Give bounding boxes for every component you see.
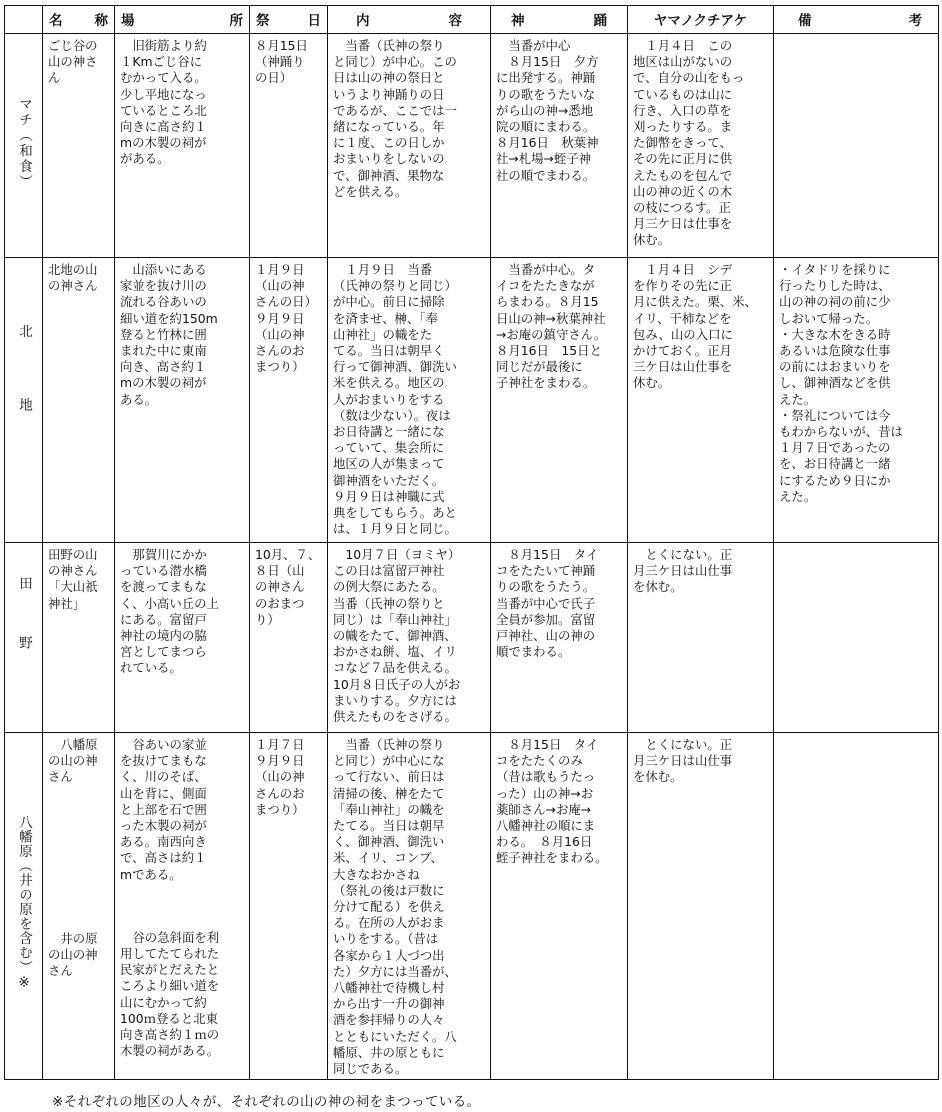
- name-hachimanbara: 八幡原 の山の神 さん: [48, 737, 98, 785]
- date-cell: １月７日 ９月９日 （山の神 さんのお まつり）: [250, 733, 328, 1080]
- district-cell: マチ（和食）: [5, 34, 43, 258]
- footnote: ※それぞれの地区の人々が、それぞれの山の神の祠をまつっている。: [52, 1094, 481, 1110]
- header-place: 場 所: [115, 6, 250, 34]
- date-cell: 10月、７、 ８日（山 の神さん のおまつ り）: [250, 543, 328, 733]
- content-cell: 10月７日（ヨミヤ） この日は富留戸神社 の例大祭にあたる。 当番（氏神の祭りと 同じ）は「奉山神社」 の幟をたて、御神酒、 おかさね餅、塩、イリ コなど７品を供える。 10月８日氏子の人がお まいりする。夕方には 供えたものをさげる。: [328, 543, 491, 733]
- header-notes: 備 考: [774, 6, 939, 34]
- place-cell: 旧街筋より約 １Kmごじ谷に むかって入る。 少し平地になっ ているところ北 向きに高さ約１ mの木製の祠が がある。: [115, 34, 250, 258]
- place-cell: [115, 733, 250, 1080]
- notes-cell: [774, 733, 939, 1080]
- name-cell: 北地の山 の神さん: [43, 258, 115, 543]
- yamanokuchi-cell: とくにない。正 月三ケ日は山仕事 を休む。: [628, 543, 774, 733]
- dance-cell: 当番が中心 ８月15日 夕方 に出発する。神踊 りの歌をうたいな がら山の神→悉地 院の順にまわる。 ８月16日 秋葉神 社→札場→蛭子神 社の順でまわる。: [491, 34, 628, 258]
- name-inohara: 井の原 の山の神 さん: [48, 930, 98, 979]
- content-cell: 当番（氏神の祭り と同じ）が中心にな って行ない、前日は 清掃の後、榊をたて 「奉山神社」の幟を たてる。当日は朝早 く、御神酒、御洗い 米、イリ、コンブ、 大きなおかさね （祭礼の後は戸数に 分けて配る）を供え る。在所の人がおま いりをする。（昔は 各家から１人づつ出 た）夕方には当番が、 八幡神社で待機し村 から出す一升の御神 酒を参拝帰りの人々 とともにいただく。八 幡原、井の原ともに 同じである。: [328, 733, 491, 1080]
- date-cell: １月９日 （山の神 さんの日） ９月９日 （山の神 さんのお まつり）: [250, 258, 328, 543]
- place-cell: 山添いにある 家並を抜け川の 流れる谷あいの 細い道を約150m 登ると竹林に囲 まれた中に東南 向き、高さ約１ mの木製の祠が ある。: [115, 258, 250, 543]
- yamanokuchi-cell: １月４日 この 地区は山がないの で、自分の山をもっ ているものは山に 行き、入口の草を 刈ったりする。ま た御幣をきって、 その先に正月に供 えたものを包んで 山の神の近くの木 の枝につるす。正 月三ケ日は仕事を 休む。: [628, 34, 774, 258]
- place-inohara: 谷の急斜面を利 用してたてられた 民家がとだえたと ころより細い道を 山にむかって約 100ｍ登ると北東 向き高さ約１ｍの 木製の祠がある。: [120, 929, 220, 1059]
- header-name: 名 称: [43, 6, 115, 34]
- table-row-hachimanbara: [5, 733, 939, 1080]
- yamanokuchi-cell: とくにない。正 月三ケ日は山仕事 を休む。: [628, 733, 774, 1080]
- dance-cell: ８月15日 タイ コをたたいて神踊 りの歌をうたう。 当番が中心で氏子 全員が参加。富留 戸神社、山の神の 順でまわる。: [491, 543, 628, 733]
- shrine-table: [4, 5, 939, 1080]
- header-district: [5, 6, 43, 34]
- dance-cell: 当番が中心。タ イコをたたきなが らまわる。８月15 日山の神→秋葉神社 →お庵の鎮守さん。 ８月16日 15日と 同じだが最後に 子神社をまわる。: [491, 258, 628, 543]
- notes-cell: [774, 34, 939, 258]
- dance-cell: ８月15日 タイ コをたたくのみ （昔は歌もうたっ った）山の神→お 薬師さん→お庵→ 八幡神社の順にま わる。 ８月16日 蛭子神社をまわる。: [491, 733, 628, 1080]
- name-cell: [43, 733, 115, 1080]
- name-cell: ごじ谷の 山の神さ ん: [43, 34, 115, 258]
- table-row-tano: [5, 543, 939, 733]
- header-content: 内 容: [328, 6, 491, 34]
- header-dance: 神 踊: [491, 6, 628, 34]
- name-cell: 田野の山 の神さん 「大山祇 神社」: [43, 543, 115, 733]
- notes-cell: ・イタドリを採りに 行ったりした時は、 山の神の祠の前に少 しおいて帰った。 ・大きな木をきる時 あるいは危険な仕事 の前にはおまいりを し、御神酒などを供 えた。 ・祭礼については今 もわからないが、昔は １月７日であったの を、お日待講と一緒 にするため９日にか えた。: [774, 258, 939, 543]
- notes-cell: [774, 543, 939, 733]
- yamanokuchi-cell: １月４日 シデ を作りその先に正 月に供えた。栗、米、 イリ、干柿などを 包み、山の入口に かけておく。正月 三ケ日は山仕事を 休む。: [628, 258, 774, 543]
- district-cell: 北地: [5, 258, 43, 543]
- district-cell: 田野: [5, 543, 43, 733]
- date-cell: ８月15日 （神踊り の日）: [250, 34, 328, 258]
- district-cell: 八幡原（井の原を含む）※: [5, 733, 43, 1080]
- table-row-machi: [5, 34, 939, 258]
- header-row: [5, 6, 939, 34]
- header-yamanokuchi: ヤマノクチアケ: [628, 6, 774, 34]
- header-date: 祭 日: [250, 6, 328, 34]
- place-hachimanbara: 谷あいの家並 を抜けてまもな く、川のそば、 山を背に、側面 と上部を石で囲 った木製の祠が ある。南西向き で、高さは約１ mである。: [120, 737, 207, 882]
- place-cell: 那賀川にかか っている潜水橋 を渡ってまもな く、小高い丘の上 にある。富留戸 神社の境内の脇 宮としてまつら れている。: [115, 543, 250, 733]
- content-cell: １月９日 当番 （氏神の祭りと同じ） が中心。前日に掃除 を済ませ、榊、「奉 山神社」の幟をた てる。当日は朝早く 行って御神酒、御洗い 米を供える。地区の 人がおまいりをする （数は少ない）。夜は お日待講と一緒にな っていて、集会所に 地区の人が集まって 御神酒をいただく。 ９月９日は神職に式 典をしてもらう。あと は、１月９日と同じ。: [328, 258, 491, 543]
- content-cell: 当番（氏神の祭り と同じ）が中心。この 日は山の神の祭日と いうより神踊りの日 であるが、ここでは一 緒になっている。年 に１度、この日しか おまいりをしないの で、御神酒、果物な どを供える。: [328, 34, 491, 258]
- table-row-kitaji: [5, 258, 939, 543]
